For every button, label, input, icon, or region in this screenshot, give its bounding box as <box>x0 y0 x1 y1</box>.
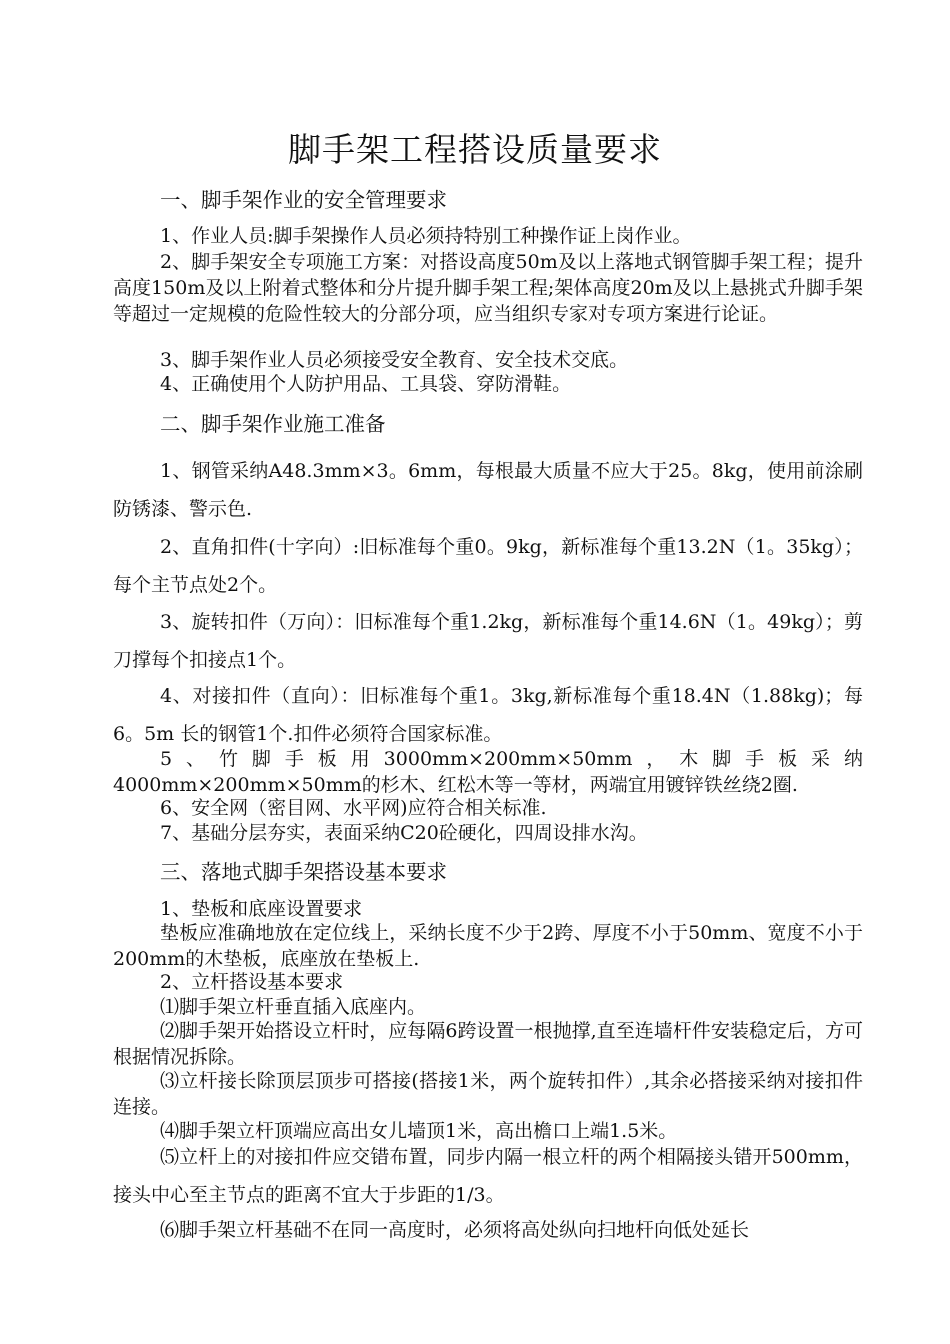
paragraph: 1、垫板和底座设置要求 <box>160 898 363 920</box>
document-title: 脚手架工程搭设质量要求 <box>288 130 662 169</box>
paragraph: 3、旋转扣件（万向）：旧标准每个重1.2kg，新标准每个重14.6N（1。49kg）；剪刀撑每个扣接点1个。 <box>113 611 863 671</box>
section-heading-3: 三、落地式脚手架搭设基本要求 <box>160 860 447 884</box>
paragraph: 2、直角扣件(十字向）:旧标准每个重0。9kg，新标准每个重13.2N（1。35kg）；每个主节点处2个。 <box>113 536 863 596</box>
paragraph: 7、基础分层夯实，表面采纳C20砼硬化，四周设排水沟。 <box>160 822 648 844</box>
paragraph: 1、作业人员:脚手架操作人员必须持特别工种操作证上岗作业。 <box>160 225 692 247</box>
paragraph: ⑸立杆上的对接扣件应交错布置，同步内隔一根立杆的两个相隔接头错开500mm，接头中心至主节点的距离不宜大于步距的1/3。 <box>113 1146 863 1206</box>
section-heading-1: 一、脚手架作业的安全管理要求 <box>160 188 447 212</box>
paragraph: ⑷脚手架立杆顶端应高出女儿墙顶1米，高出檐口上端1.5米。 <box>160 1120 678 1142</box>
paragraph: ⑶立杆接长除顶层顶步可搭接(搭接1米，两个旋转扣件）,其余必搭接采纳对接扣件连接。 <box>113 1070 863 1118</box>
paragraph: 垫板应准确地放在定位线上，采纳长度不少于2跨、厚度不小于50mm、宽度不小于200mm的木垫板，底座放在垫板上. <box>113 922 863 970</box>
paragraph: 3、脚手架作业人员必须接受安全教育、安全技术交底。 <box>160 349 629 371</box>
paragraph: 4、对接扣件（直向）：旧标准每个重1。3kg,新标准每个重18.4N（1.88kg)；每 6。5m 长的钢管1个.扣件必须符合国家标准。 <box>113 685 863 745</box>
paragraph: ⑵脚手架开始搭设立杆时，应每隔6跨设置一根抛撑,直至连墙杆件安装稳定后，方可根据情况拆除。 <box>113 1020 863 1068</box>
paragraph: 2、立杆搭设基本要求 <box>160 971 344 993</box>
paragraph: 2、脚手架安全专项施工方案：对搭设高度50m及以上落地式钢管脚手架工程；提升高度150m及以上附着式整体和分片提升脚手架工程;架体高度20m及以上悬挑式升脚手架等超过一定规模的危险性较大的分部分项，应当组织专家对专项方案进行论证。 <box>113 251 863 325</box>
paragraph: 1、钢管采纳A48.3mm×3。6mm，每根最大质量不应大于25。8kg，使用前涂刷防锈漆、警示色. <box>113 460 863 520</box>
paragraph: 6、安全网（密目网、水平网)应符合相关标准. <box>160 797 547 819</box>
paragraph: ⑴脚手架立杆垂直插入底座内。 <box>160 996 427 1018</box>
section-heading-2: 二、脚手架作业施工准备 <box>160 412 386 436</box>
paragraph: ⑹脚手架立杆基础不在同一高度时，必须将高处纵向扫地杆向低处延长 <box>160 1219 750 1241</box>
paragraph: 5、竹脚手板用3000mm×200mm×50mm，木脚手板采纳4000mm×200mm×50mm的杉木、红松木等一等材，两端宜用镀锌铁丝绕2圈. <box>113 748 863 796</box>
paragraph: 4、正确使用个人防护用品、工具袋、穿防滑鞋。 <box>160 373 572 395</box>
